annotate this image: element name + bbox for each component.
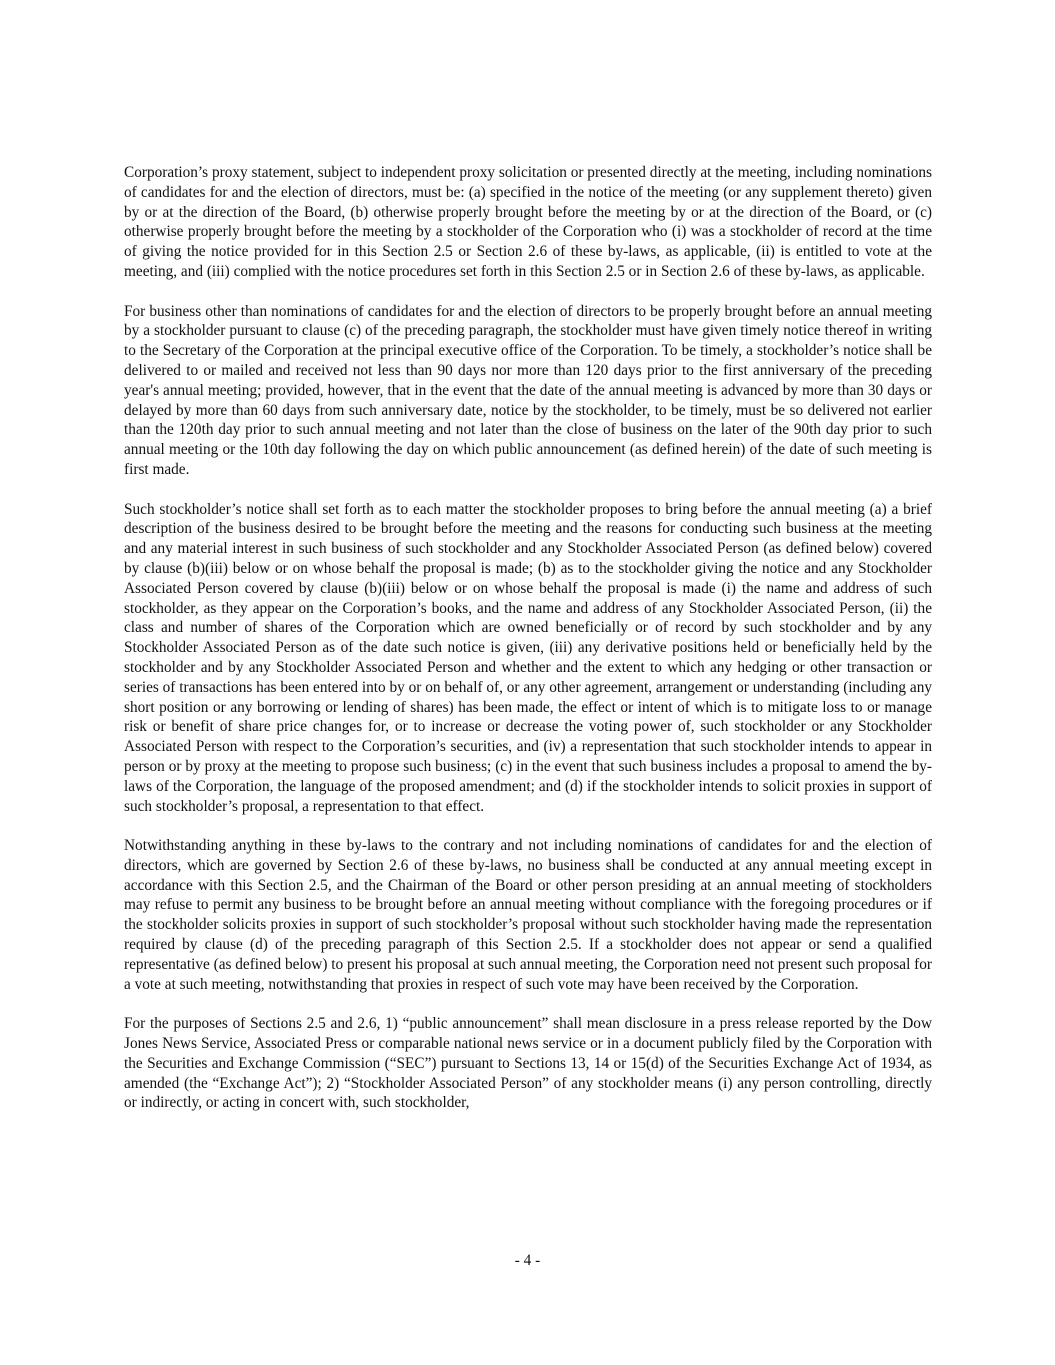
paragraph-notice-contents: Such stockholder’s notice shall set forth as to each matter the stockholder proposes to bring before the annual meeting (a) a brief description of the business desired to be brought before the meeting and the reasons for conducting such business at the meeting and any material interest in such business of such stockholder and any Stockholder Associated Person (as defined below) covered by clause (b)(iii) below or on whose behalf the proposal is made; (b) as to the stockholder giving the notice and any Stockholder Associated Person covered by clause (b)(iii) below or on whose behalf the proposal is made (i) the name and address of such stockholder, as they appear on the Corporation’s books, and the name and address of any Stockholder Associated Person, (ii) the class and number of shares of the Corporation which are owned beneficially or of record by such stockholder and by any Stockholder Associated Person as of the date such notice is given, (iii) any derivative positions held or beneficially held by the stockholder and by any Stockholder Associated Person and whether and the extent to which any hedging or other transaction or series of transactions has been entered into by or on behalf of, or any other agreement, arrangement or understanding (including any short position or any borrowing or lending of shares) has been made, the effect or intent of which is to mitigate loss to or manage risk or benefit of share price changes for, or to increase or decrease the voting power of, such stockholder or any Stockholder Associated Person with respect to the Corporation’s securities, and (iv) a representation that such stockholder intends to appear in person or by proxy at the meeting to propose such business; (c) in the event that such business includes a proposal to amend the by-laws of the Corporation, the language of the proposed amendment; and (d) if the stockholder intends to solicit proxies in support of such stockholder’s proposal, a representation to that effect. (124, 500, 932, 815)
paragraph-timely-notice: For business other than nominations of candidates for and the election of directors to be properly brought before an annual meeting by a stockholder pursuant to clause (c) of the preceding paragraph, the stockholder must have given timely notice thereof in writing to the Secretary of the Corporation at the principal executive office of the Corporation. To be timely, a stockholder’s notice shall be delivered to or mailed and received not less than 90 days nor more than 120 days prior to the first anniversary of the preceding year's annual meeting; provided, however, that in the event that the date of the annual meeting is advanced by more than 30 days or delayed by more than 60 days from such anniversary date, notice by the stockholder, to be timely, must be so delivered not earlier than the 120th day prior to such annual meeting and not later than the close of business on the later of the 90th day prior to such annual meeting or the 10th day following the day on which public announcement (as defined herein) of the date of such meeting is first made. (124, 302, 932, 478)
paragraph-notwithstanding: Notwithstanding anything in these by-laws to the contrary and not including nominations of candidates for and the election of directors, which are governed by Section 2.6 of these by-laws, no business shall be conducted at any annual meeting except in accordance with this Section 2.5, and the Chairman of the Board or other person presiding at an annual meeting of stockholders may refuse to permit any business to be brought before an annual meeting without compliance with the foregoing procedures or if the stockholder solicits proxies in support of such stockholder’s proposal without such stockholder having made the representation required by clause (d) of the preceding paragraph of this Section 2.5. If a stockholder does not appear or send a qualified representative (as defined below) to present his proposal at such annual meeting, the Corporation need not present such proposal for a vote at such meeting, notwithstanding that proxies in respect of such vote may have been received by the Corporation. (124, 837, 932, 993)
paragraph-proxy-statement: Corporation’s proxy statement, subject to independent proxy solicitation or presented directly at the meeting, including nominations of candidates for and the election of directors, must be: (a) specified in the notice of the meeting (or any supplement thereto) given by or at the direction of the Board, (b) otherwise properly brought before the meeting by or at the direction of the Board, or (c) otherwise properly brought before the meeting by a stockholder of the Corporation who (i) was a stockholder of record at the time of giving the notice provided for in this Section 2.5 or Section 2.6 of these by-laws, as applicable, (ii) is entitled to vote at the meeting, and (iii) complied with the notice procedures set forth in this Section 2.5 or in Section 2.6 of these by-laws, as applicable. (124, 164, 932, 280)
page-number: - 4 - (514, 1252, 541, 1269)
paragraph-definitions: For the purposes of Sections 2.5 and 2.6, 1) “public announcement” shall mean disclosure in a press release reported by the Dow Jones News Service, Associated Press or comparable national news service or in a document publicly filed by the Corporation with the Securities and Exchange Commission (“SEC”) pursuant to Sections 13, 14 or 15(d) of the Securities Exchange Act of 1934, as amended (the “Exchange Act”); 2) “Stockholder Associated Person” of any stockholder means (i) any person controlling, directly or indirectly, or acting in concert with, such stockholder, (124, 1015, 932, 1112)
body-text (124, 163, 932, 1113)
